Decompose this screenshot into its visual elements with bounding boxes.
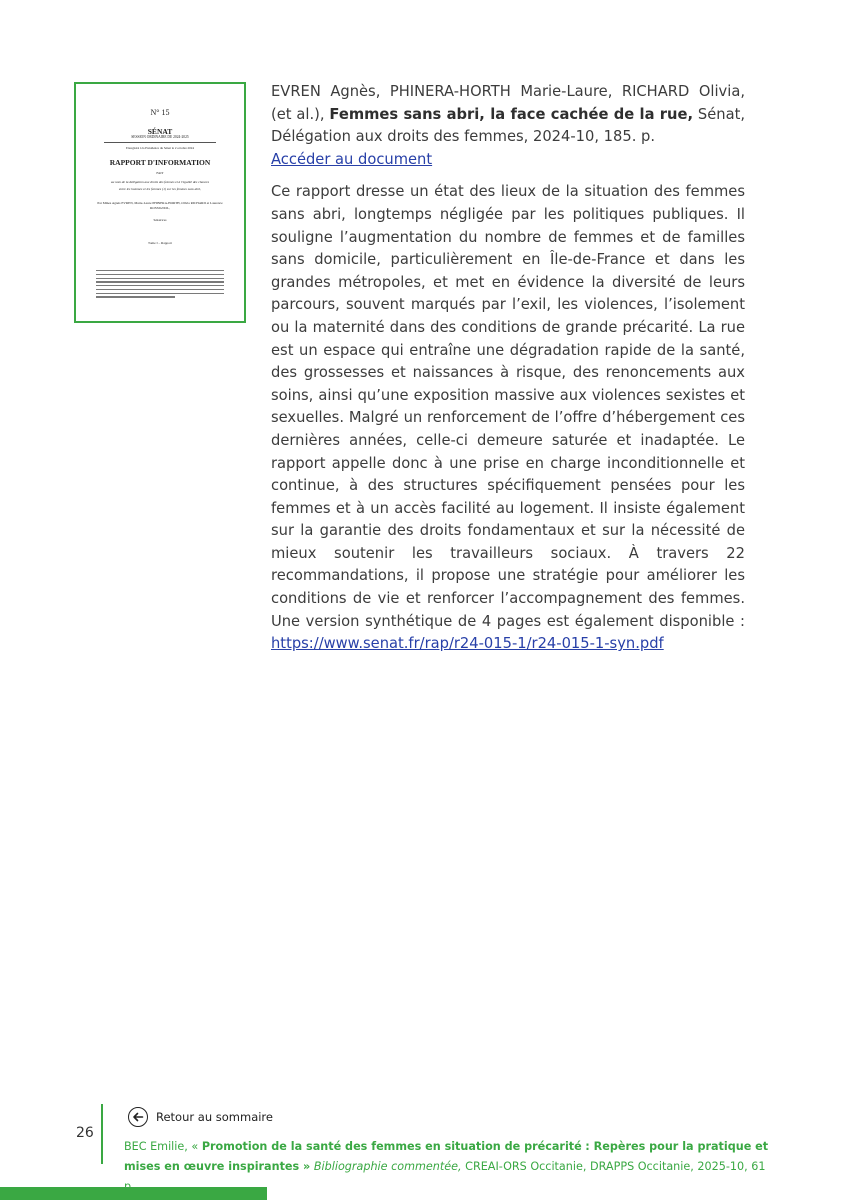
cover-registered: Enregistré à la Présidence du Sénat le 2 octobre 2024 [126,146,194,150]
report-cover-image [74,82,246,323]
cover-line-2: entre les hommes et les femmes (1) sur les femmes sans abri, [118,187,202,191]
back-to-contents-label[interactable]: Retour au sommaire [156,1110,273,1124]
citation-rest: CREAI-ORS Occitanie, DRAPPS Occitanie, 2025-10, 61 [465,1160,766,1173]
citation-title: Promotion de la santé des femmes en situation de précarité [201,1140,582,1153]
access-document-link[interactable]: Accéder au document [271,150,433,168]
reference-authors: EVREN Agnès, PHINERA-HORTH Marie-Laure, RICHARD Olivia, (et al.), [271,83,745,123]
arrow-left-circle-icon[interactable] [128,1107,148,1127]
cover-institution: SÉNAT [147,127,173,136]
footer-divider [101,1104,103,1164]
cover-line-1: au nom de la délégation aux droits des femmes et à l'égalité des chances [110,180,210,184]
summary-paragraph [271,181,745,655]
cover-authors: Par Mmes Agnès EVREN, Marie-Laure PHINERA-HORTH, Olivia RICHARD et Laurence ROSSIGNOL, [97,201,223,210]
citation-author: BEC Emilie, « [124,1140,199,1153]
bottom-accent-bar [0,1187,267,1200]
bibliographic-reference [271,81,745,171]
page-number: 26 [76,1125,94,1141]
cover-tome: Tome I – Rapport [148,241,172,245]
summary-text: Ce rapport dresse un état des lieux de la situation des femmes sans abri, longtemps négligée par les politiques publiques. Il souligne l’augmentation du nombre de femmes et de familles sans domicile, particulièrement en Île-de-France et dans les grandes métropoles, et met en évidence la diversité de leurs parcours, souvent marqués par l’exil, les violences, l’isolement ou la maternité dans des conditions de grande précarité. La rue est un espace qui entraîne une dégradation rapide de la santé, des grossesses et naissances à risque, des renoncements aux soins, ainsi qu’une exposition massive aux violences sexistes et sexuelles. Malgré un renforcement de l’offre d’hébergement ces dernières années, celle-ci demeure saturée et inadaptée. Le rapport appelle donc à une prise en charge inconditionnelle et continue, à des structures spécifiquement pensées pour les femmes et à un accès facilité au logement. Il insiste également sur la garantie des droits fondamentaux et sur la nécessité de mieux soutenir les travailleurs sociaux. À travers 22 recommandations, il propose une stratégie pour améliorer les conditions de vie et renforcer l’accompagnement des femmes. Une version synthétique de 4 pages est également disponible : [271,183,745,630]
back-to-contents-link[interactable] [128,1107,273,1127]
reference-title: Femmes sans abri, la face cachée de la rue, [329,105,694,123]
reference-publisher: Sénat, Délégation aux droits des femmes, 2024-10, 185. p. [271,105,746,146]
cover-composition-block [96,270,224,300]
citation-type: Bibliographie commentée, [313,1160,462,1173]
citation-subtitle: : Repères pour la pratique et mises en œuvre inspirantes » [124,1140,769,1173]
cover-divider [104,142,216,143]
cover-senateurs: Sénatrices [153,218,167,222]
cover-number: N° 15 [150,108,170,117]
cover-fait: FAIT [156,171,164,175]
cover-session: SESSION ORDINAIRE DE 2024-2025 [131,135,189,139]
cover-report-type: RAPPORT D'INFORMATION [109,158,211,167]
synthesis-pdf-link[interactable]: https://www.senat.fr/rap/r24-015-1/r24-015-1-syn.pdf [271,635,664,653]
bibliography-entry [271,81,745,656]
